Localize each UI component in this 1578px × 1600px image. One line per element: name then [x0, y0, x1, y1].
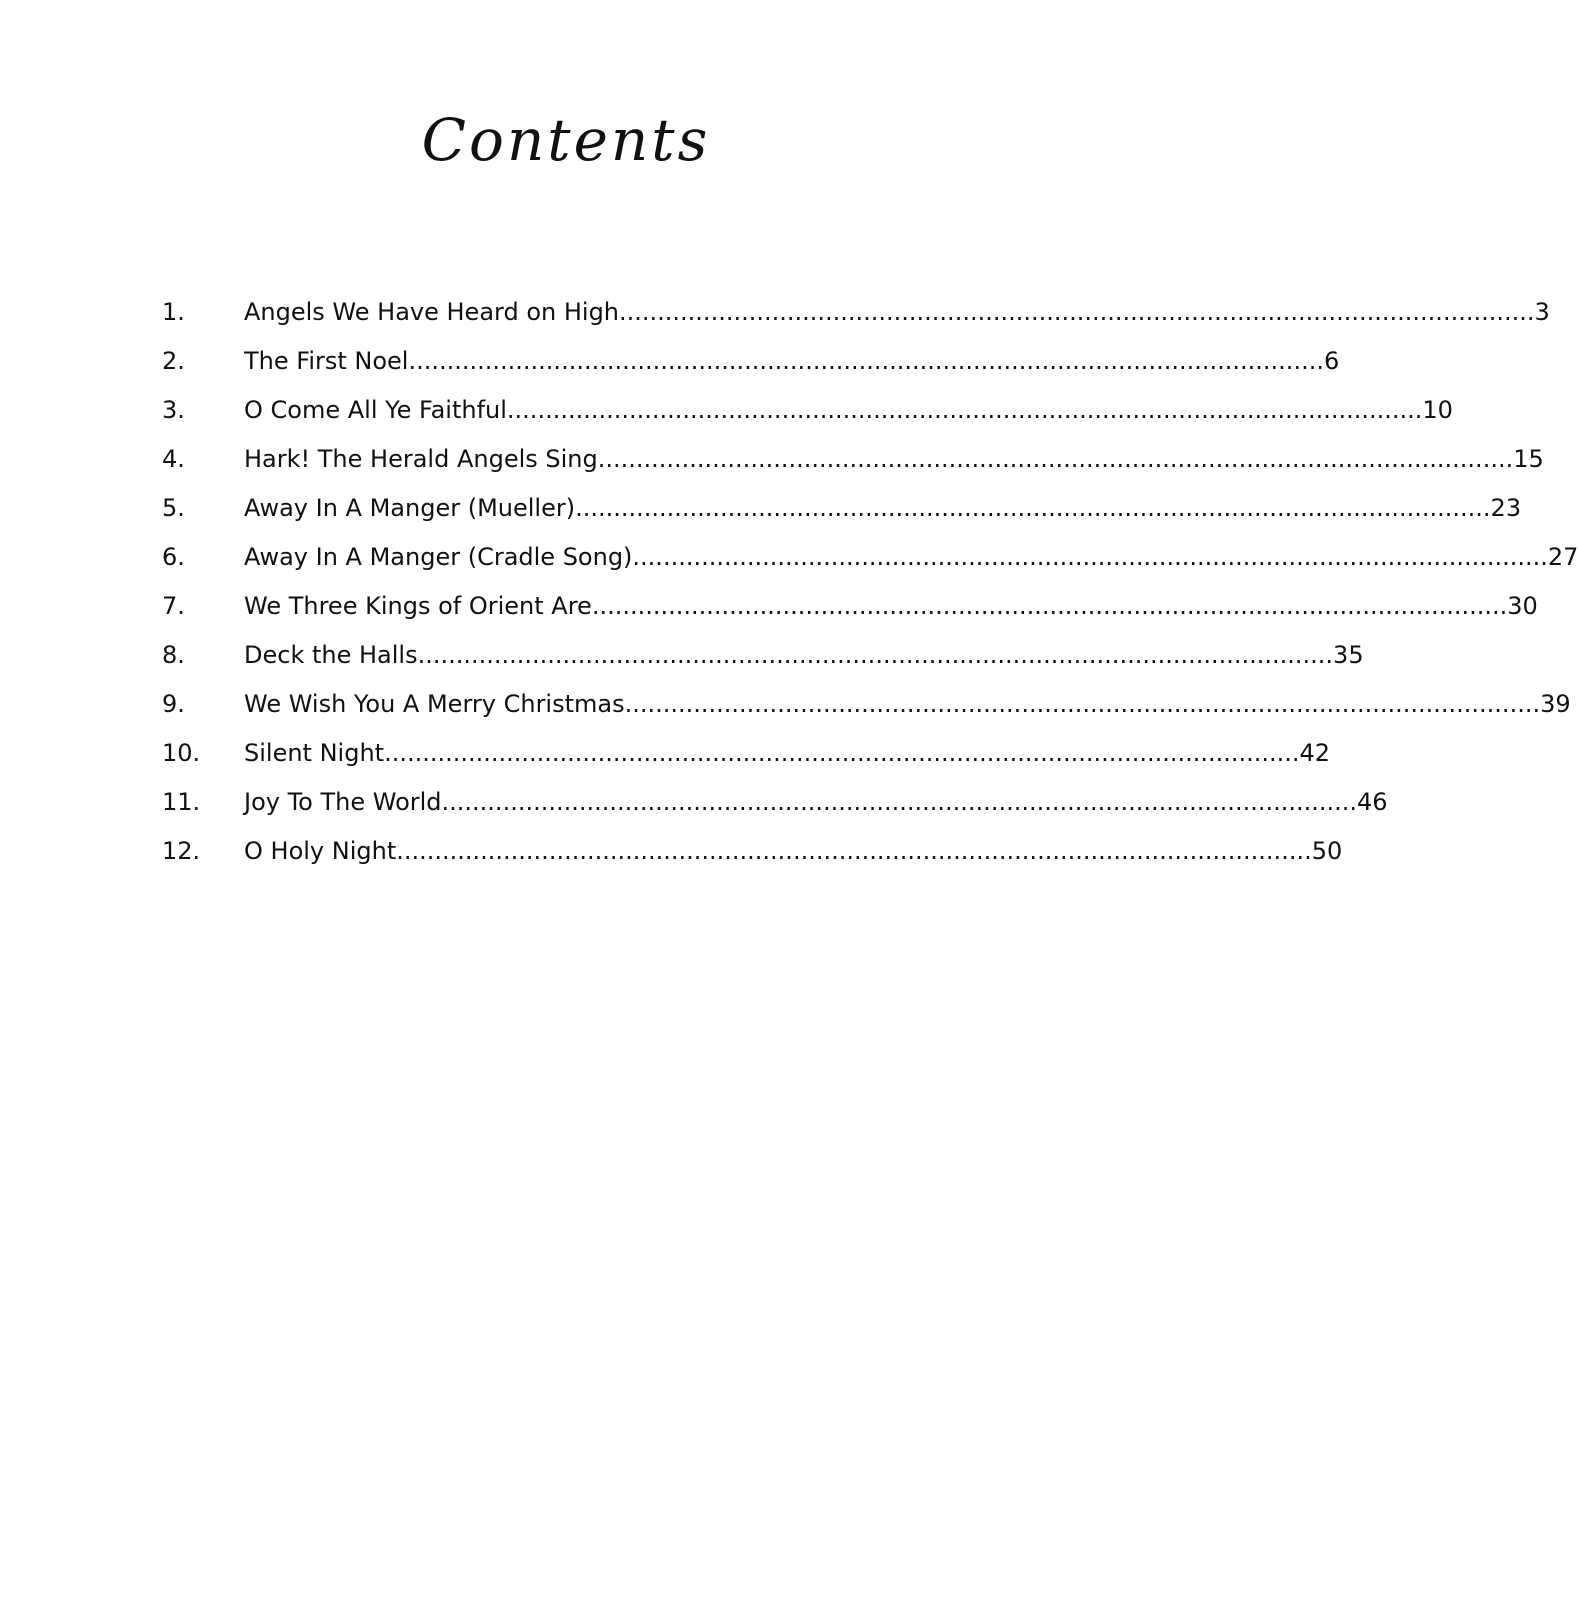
toc-number: 2.	[162, 347, 185, 375]
toc-row	[0, 442, 1544, 491]
toc-number: 3.	[162, 396, 185, 424]
toc-leader-dots: ........................................................................................................................	[417, 641, 1334, 669]
toc-leader-dots: ........................................................................................................................	[591, 592, 1508, 620]
toc-title: Hark! The Herald Angels Sing	[244, 445, 598, 473]
toc-title: Away In A Manger (Cradle Song)	[244, 543, 633, 571]
toc-title: We Wish You A Merry Christmas	[244, 690, 625, 718]
toc-entry	[244, 393, 1453, 427]
toc-row	[0, 736, 1331, 785]
toc-page-number: 35	[1333, 641, 1364, 669]
toc-number: 5.	[162, 494, 185, 522]
toc-row	[0, 785, 1388, 834]
toc-row	[0, 344, 1340, 393]
toc-page-number: 6	[1323, 347, 1340, 375]
toc-entry	[244, 442, 1544, 476]
toc-leader-dots: ........................................................................................................................	[597, 445, 1514, 473]
toc-number: 4.	[162, 445, 185, 473]
toc-leader-dots: ........................................................................................................................	[408, 347, 1324, 375]
toc-page-number: 15	[1513, 445, 1544, 473]
toc-page-number: 46	[1357, 788, 1388, 816]
table-of-contents	[0, 295, 1578, 883]
toc-title: O Holy Night	[244, 837, 397, 865]
toc-number: 1.	[162, 298, 185, 326]
toc-entry	[244, 540, 1578, 574]
toc-leader-dots: ........................................................................................................................	[396, 837, 1312, 865]
toc-entry	[244, 785, 1388, 819]
toc-number: 7.	[162, 592, 185, 620]
toc-entry	[244, 589, 1538, 623]
toc-row	[0, 638, 1364, 687]
toc-page-number: 50	[1311, 837, 1343, 865]
toc-row	[0, 491, 1522, 540]
toc-number: 9.	[162, 690, 185, 718]
toc-entry	[244, 344, 1340, 378]
toc-title: Silent Night	[244, 739, 385, 767]
toc-page-number: 42	[1299, 739, 1331, 767]
toc-number: 12.	[162, 837, 201, 865]
toc-row	[0, 295, 1550, 344]
toc-number: 11.	[162, 788, 201, 816]
toc-entry	[244, 687, 1571, 721]
toc-title: We Three Kings of Orient Are	[244, 592, 592, 620]
toc-row	[0, 393, 1453, 442]
toc-leader-dots: ........................................................................................................................	[619, 298, 1535, 326]
toc-title: Deck the Halls	[244, 641, 418, 669]
toc-leader-dots: ........................................................................................................................	[624, 690, 1541, 718]
toc-title: O Come All Ye Faithful	[244, 396, 507, 424]
toc-entry	[244, 736, 1331, 770]
toc-entry	[244, 834, 1343, 868]
toc-page-number: 23	[1490, 494, 1522, 522]
toc-row	[0, 540, 1578, 589]
toc-page-number: 10	[1422, 396, 1453, 424]
toc-entry	[244, 491, 1522, 525]
toc-page-number: 27	[1547, 543, 1578, 571]
toc-leader-dots: ........................................................................................................................	[384, 739, 1300, 767]
toc-entry	[244, 638, 1364, 672]
toc-page-number: 39	[1540, 690, 1571, 718]
toc-title: Angels We Have Heard on High	[244, 298, 620, 326]
toc-entry	[244, 295, 1550, 329]
toc-number: 10.	[162, 739, 201, 767]
toc-leader-dots: ........................................................................................................................	[632, 543, 1548, 571]
toc-title: Joy To The World	[244, 788, 442, 816]
toc-number: 8.	[162, 641, 185, 669]
toc-row	[0, 834, 1343, 883]
toc-number: 6.	[162, 543, 185, 571]
page-title: Contents	[421, 106, 711, 174]
toc-row	[0, 589, 1538, 638]
toc-title: The First Noel	[244, 347, 409, 375]
toc-page-number: 3	[1534, 298, 1550, 326]
toc-leader-dots: ........................................................................................................................	[575, 494, 1491, 522]
toc-page-number: 30	[1507, 592, 1538, 620]
toc-leader-dots: ........................................................................................................................	[506, 396, 1423, 424]
toc-leader-dots: ........................................................................................................................	[441, 788, 1357, 816]
toc-title: Away In A Manger (Mueller)	[244, 494, 576, 522]
toc-row	[0, 687, 1571, 736]
